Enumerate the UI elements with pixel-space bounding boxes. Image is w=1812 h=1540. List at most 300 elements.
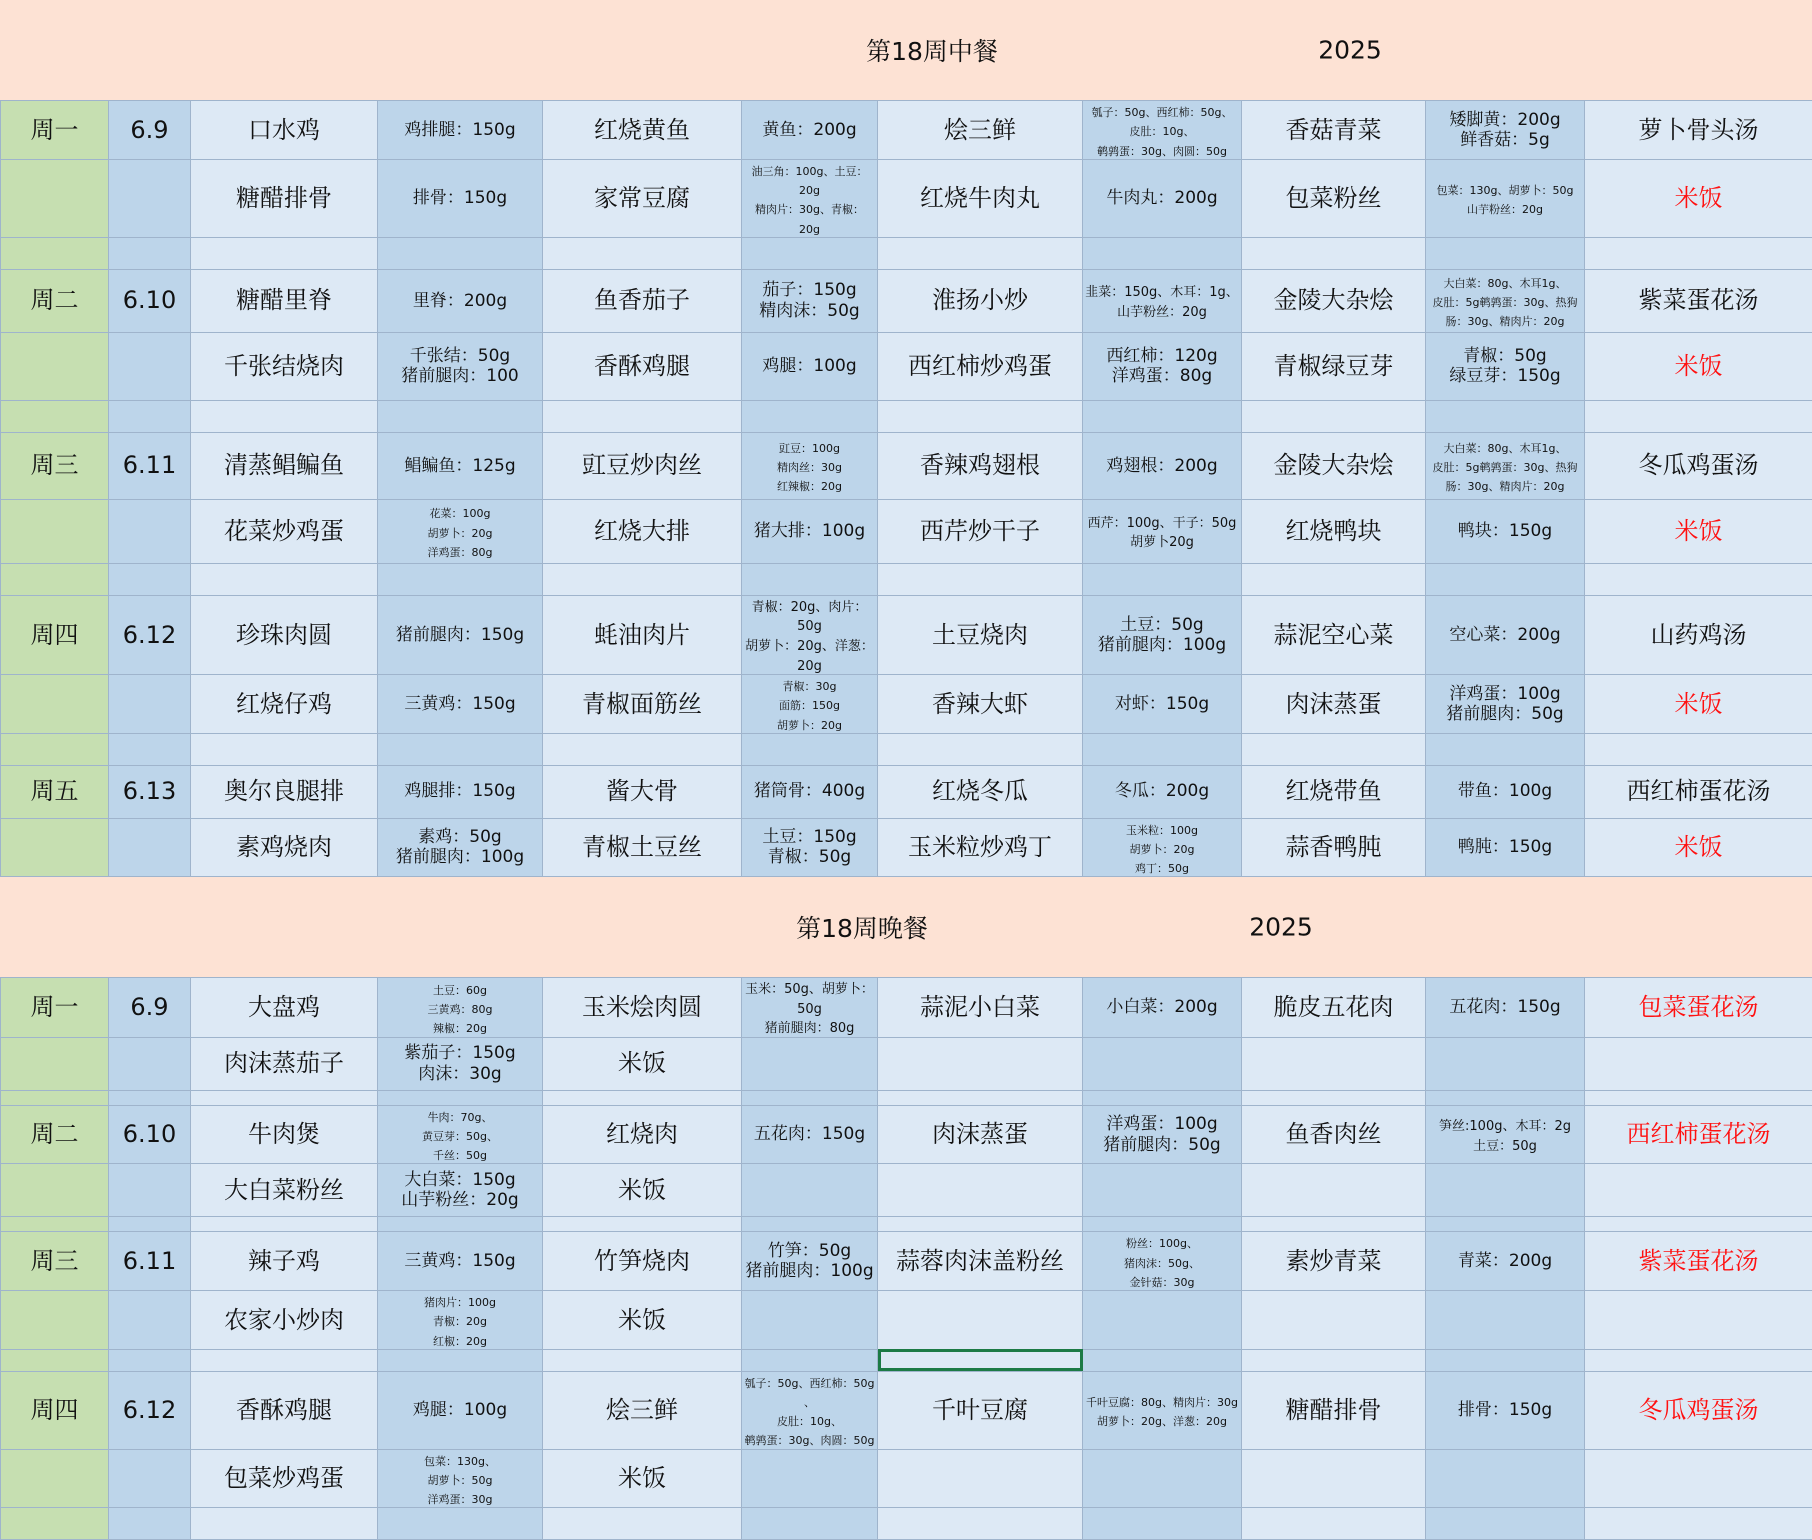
ingredient-cell[interactable] (1083, 675, 1242, 734)
dish-cell[interactable] (543, 1449, 742, 1508)
ingredient-cell[interactable] (378, 1232, 543, 1291)
ingredient-cell[interactable] (1426, 765, 1585, 818)
dish-cell[interactable] (191, 765, 378, 818)
ingredient-cell[interactable] (1083, 1164, 1242, 1217)
ingredient-cell[interactable] (742, 432, 878, 499)
dish-cell[interactable] (543, 765, 742, 818)
dish-cell[interactable] (1242, 1371, 1426, 1449)
dish-cell[interactable] (191, 1232, 378, 1291)
ingredient-cell[interactable] (1083, 269, 1242, 332)
empty-cell[interactable] (109, 563, 191, 595)
empty-cell[interactable] (109, 1164, 191, 1217)
ingredient-cell[interactable] (1083, 1290, 1242, 1349)
dish-cell[interactable] (543, 1371, 742, 1449)
ingredient-cell[interactable] (378, 269, 543, 332)
empty-cell[interactable] (1585, 733, 1812, 765)
empty-cell[interactable] (1, 332, 109, 400)
soup-or-rice-cell[interactable] (1585, 1164, 1812, 1217)
ingredient-cell[interactable] (378, 1164, 543, 1217)
empty-cell[interactable] (742, 1349, 878, 1371)
ingredient-cell[interactable] (1426, 499, 1585, 563)
empty-cell[interactable] (1585, 563, 1812, 595)
empty-cell[interactable] (1, 1290, 109, 1349)
soup-or-rice-text: 米饭 (1675, 690, 1723, 718)
soup-or-rice-cell[interactable] (1585, 978, 1812, 1038)
ingredient-cell[interactable] (742, 160, 878, 238)
dish-cell[interactable] (191, 1164, 378, 1217)
empty-cell[interactable] (1242, 1217, 1426, 1232)
dish-cell[interactable] (191, 675, 378, 734)
dish-cell[interactable] (191, 1371, 378, 1449)
empty-cell[interactable] (191, 1349, 378, 1371)
ingredient-cell[interactable] (1083, 101, 1242, 160)
soup-or-rice-cell[interactable] (1585, 818, 1812, 877)
ingredient-cell[interactable] (378, 160, 543, 238)
dish-cell[interactable] (543, 101, 742, 160)
dish-cell[interactable] (543, 978, 742, 1038)
ingredient-text: 西芹：100g、干子：50g 胡萝卜20g (1088, 516, 1237, 551)
empty-cell[interactable] (543, 1090, 742, 1105)
dish-cell[interactable] (1242, 1164, 1426, 1217)
dish-cell[interactable] (1242, 765, 1426, 818)
empty-cell[interactable] (878, 733, 1083, 765)
ingredient-cell[interactable] (378, 765, 543, 818)
ingredient-cell[interactable] (378, 1037, 543, 1090)
empty-cell[interactable] (1426, 400, 1585, 432)
ingredient-cell[interactable] (742, 1164, 878, 1217)
soup-or-rice-cell[interactable] (1585, 432, 1812, 499)
empty-cell[interactable] (1585, 1508, 1812, 1540)
day-cell[interactable] (1, 1232, 109, 1291)
empty-cell[interactable] (1242, 1090, 1426, 1105)
ingredient-cell[interactable] (1083, 595, 1242, 674)
empty-cell[interactable] (1426, 1508, 1585, 1540)
dish-cell[interactable] (878, 1105, 1083, 1164)
ingredient-cell[interactable] (1083, 1105, 1242, 1164)
empty-cell[interactable] (109, 818, 191, 877)
dish-cell[interactable] (543, 1037, 742, 1090)
empty-cell[interactable] (191, 563, 378, 595)
ingredient-text: 牛肉：70g、 黄豆芽：50g、 千丝：50g (422, 1111, 498, 1162)
dish-cell[interactable] (1242, 1449, 1426, 1508)
ingredient-cell[interactable] (378, 595, 543, 674)
ingredient-cell[interactable] (1426, 269, 1585, 332)
empty-cell[interactable] (109, 675, 191, 734)
ingredient-cell[interactable] (742, 1105, 878, 1164)
empty-cell[interactable] (1083, 733, 1242, 765)
empty-cell[interactable] (1585, 1217, 1812, 1232)
dish-text: 千叶豆腐 (932, 1396, 1028, 1424)
day-cell[interactable] (1, 269, 109, 332)
dish-cell[interactable] (1242, 818, 1426, 877)
empty-cell[interactable] (1083, 1508, 1242, 1540)
ingredient-cell[interactable] (1426, 160, 1585, 238)
ingredient-cell[interactable] (742, 1449, 878, 1508)
dish-cell[interactable] (543, 332, 742, 400)
soup-or-rice-cell[interactable] (1585, 595, 1812, 674)
empty-cell[interactable] (1083, 400, 1242, 432)
empty-cell[interactable] (1, 818, 109, 877)
ingredient-cell[interactable] (1426, 1164, 1585, 1217)
ingredient-cell[interactable] (742, 1371, 878, 1449)
empty-cell[interactable] (878, 1090, 1083, 1105)
ingredient-cell[interactable] (378, 1449, 543, 1508)
empty-cell[interactable] (1, 1164, 109, 1217)
dish-cell[interactable] (878, 269, 1083, 332)
empty-cell[interactable] (378, 1349, 543, 1371)
selected-cell[interactable] (878, 1349, 1083, 1371)
empty-cell[interactable] (1242, 237, 1426, 269)
empty-cell[interactable] (742, 400, 878, 432)
day-cell[interactable] (1, 432, 109, 499)
soup-or-rice-cell[interactable] (1585, 1105, 1812, 1164)
ingredient-cell[interactable] (1426, 1449, 1585, 1508)
dish-cell[interactable] (1242, 1037, 1426, 1090)
dish-cell[interactable] (878, 1037, 1083, 1090)
empty-cell[interactable] (109, 499, 191, 563)
dish-cell[interactable] (878, 1290, 1083, 1349)
day-cell[interactable] (1, 1105, 109, 1164)
dish-cell[interactable] (878, 1449, 1083, 1508)
ingredient-cell[interactable] (378, 101, 543, 160)
dinner-title-band[interactable] (0, 877, 1812, 978)
empty-cell[interactable] (1242, 400, 1426, 432)
empty-cell[interactable] (742, 1217, 878, 1232)
empty-cell[interactable] (543, 563, 742, 595)
soup-or-rice-cell[interactable] (1585, 1232, 1812, 1291)
empty-cell[interactable] (378, 1217, 543, 1232)
dish-cell[interactable] (543, 1105, 742, 1164)
dish-cell[interactable] (543, 499, 742, 563)
dish-cell[interactable] (543, 1164, 742, 1217)
ingredient-cell[interactable] (742, 765, 878, 818)
ingredient-cell[interactable] (1426, 1037, 1585, 1090)
ingredient-text: 排骨：150g (413, 188, 507, 208)
day-cell[interactable] (1, 765, 109, 818)
empty-cell[interactable] (1426, 237, 1585, 269)
ingredient-cell[interactable] (1426, 332, 1585, 400)
ingredient-cell[interactable] (742, 1037, 878, 1090)
empty-cell[interactable] (878, 1508, 1083, 1540)
ingredient-cell[interactable] (1083, 978, 1242, 1038)
empty-cell[interactable] (191, 1217, 378, 1232)
soup-or-rice-text: 西红柿蛋花汤 (1627, 1120, 1771, 1148)
empty-cell[interactable] (1585, 237, 1812, 269)
dish-cell[interactable] (191, 818, 378, 877)
date-cell[interactable] (109, 432, 191, 499)
empty-cell[interactable] (1, 675, 109, 734)
dish-cell[interactable] (878, 1232, 1083, 1291)
day-cell[interactable] (1, 101, 109, 160)
dish-cell[interactable] (878, 499, 1083, 563)
empty-cell[interactable] (878, 1217, 1083, 1232)
dish-cell[interactable] (1242, 595, 1426, 674)
ingredient-cell[interactable] (1426, 1290, 1585, 1349)
dish-cell[interactable] (191, 101, 378, 160)
dish-cell[interactable] (878, 1371, 1083, 1449)
dish-cell[interactable] (1242, 160, 1426, 238)
empty-cell[interactable] (878, 400, 1083, 432)
date-cell[interactable] (109, 595, 191, 674)
dish-cell[interactable] (191, 499, 378, 563)
ingredient-cell[interactable] (742, 499, 878, 563)
ingredient-cell[interactable] (1426, 818, 1585, 877)
dish-cell[interactable] (191, 1449, 378, 1508)
ingredient-cell[interactable] (378, 332, 543, 400)
empty-cell[interactable] (1242, 1349, 1426, 1371)
dish-cell[interactable] (191, 1037, 378, 1090)
empty-cell[interactable] (1, 1449, 109, 1508)
ingredient-cell[interactable] (378, 978, 543, 1038)
ingredient-cell[interactable] (1426, 432, 1585, 499)
ingredient-cell[interactable] (1083, 765, 1242, 818)
ingredient-cell[interactable] (1083, 332, 1242, 400)
empty-cell[interactable] (1426, 733, 1585, 765)
ingredient-cell[interactable] (742, 269, 878, 332)
date-cell[interactable] (109, 101, 191, 160)
dish-cell[interactable] (1242, 101, 1426, 160)
dish-cell[interactable] (191, 432, 378, 499)
dish-cell[interactable] (878, 432, 1083, 499)
menu-row (1, 101, 1812, 160)
dish-cell[interactable] (191, 1290, 378, 1349)
date-cell[interactable] (109, 978, 191, 1038)
soup-or-rice-cell[interactable] (1585, 1449, 1812, 1508)
ingredient-cell[interactable] (1083, 160, 1242, 238)
dish-cell[interactable] (191, 1105, 378, 1164)
empty-cell[interactable] (1585, 1349, 1812, 1371)
ingredient-cell[interactable] (1426, 101, 1585, 160)
ingredient-cell[interactable] (1426, 1105, 1585, 1164)
empty-cell[interactable] (1083, 237, 1242, 269)
lunch-title-band[interactable] (0, 0, 1812, 101)
empty-cell[interactable] (109, 1508, 191, 1540)
ingredient-text: 大白菜：80g、木耳1g、 皮肚：5g鹌鹑蛋：30g、热狗 肠：30g、精肉片：20g (1433, 442, 1578, 493)
empty-cell[interactable] (378, 733, 543, 765)
empty-cell[interactable] (1426, 563, 1585, 595)
day-cell[interactable] (1, 595, 109, 674)
empty-cell[interactable] (1083, 1349, 1242, 1371)
dish-cell[interactable] (543, 1232, 742, 1291)
ingredient-cell[interactable] (378, 499, 543, 563)
dish-cell[interactable] (1242, 269, 1426, 332)
ingredient-text: 玉米：50g、胡萝卜：50g 猪前腿肉：80g (745, 982, 874, 1036)
dish-cell[interactable] (1242, 978, 1426, 1038)
empty-cell[interactable] (1, 400, 109, 432)
dish-cell[interactable] (1242, 1232, 1426, 1291)
empty-cell[interactable] (878, 237, 1083, 269)
dish-cell[interactable] (191, 978, 378, 1038)
empty-cell[interactable] (1083, 563, 1242, 595)
dish-cell[interactable] (878, 101, 1083, 160)
ingredient-cell[interactable] (1083, 432, 1242, 499)
empty-cell[interactable] (109, 332, 191, 400)
empty-cell[interactable] (109, 1217, 191, 1232)
dish-cell[interactable] (878, 332, 1083, 400)
dish-cell[interactable] (543, 432, 742, 499)
empty-cell[interactable] (1242, 563, 1426, 595)
dish-cell[interactable] (543, 160, 742, 238)
dish-cell[interactable] (191, 595, 378, 674)
date-cell[interactable] (109, 269, 191, 332)
empty-cell[interactable] (1, 1508, 109, 1540)
empty-cell[interactable] (109, 1037, 191, 1090)
dish-cell[interactable] (1242, 499, 1426, 563)
date-cell[interactable] (109, 1371, 191, 1449)
empty-cell[interactable] (1426, 1217, 1585, 1232)
ingredient-cell[interactable] (378, 1290, 543, 1349)
empty-cell[interactable] (543, 1349, 742, 1371)
day-cell[interactable] (1, 1371, 109, 1449)
dish-cell[interactable] (543, 269, 742, 332)
ingredient-cell[interactable] (742, 595, 878, 674)
date-cell[interactable] (109, 765, 191, 818)
empty-cell[interactable] (191, 733, 378, 765)
dish-cell[interactable] (878, 818, 1083, 877)
empty-cell[interactable] (1585, 400, 1812, 432)
empty-cell[interactable] (1585, 1090, 1812, 1105)
empty-cell[interactable] (742, 1508, 878, 1540)
empty-cell[interactable] (1426, 1090, 1585, 1105)
dish-cell[interactable] (543, 818, 742, 877)
ingredient-cell[interactable] (1426, 1371, 1585, 1449)
soup-or-rice-cell[interactable] (1585, 160, 1812, 238)
ingredient-cell[interactable] (1426, 595, 1585, 674)
empty-cell[interactable] (109, 400, 191, 432)
empty-cell[interactable] (1, 237, 109, 269)
dish-cell[interactable] (543, 595, 742, 674)
ingredient-cell[interactable] (1083, 1037, 1242, 1090)
ingredient-cell[interactable] (378, 1105, 543, 1164)
dish-cell[interactable] (878, 765, 1083, 818)
ingredient-cell[interactable] (742, 675, 878, 734)
ingredient-cell[interactable] (1083, 818, 1242, 877)
dish-text: 蒜泥空心菜 (1274, 621, 1394, 649)
empty-cell[interactable] (378, 1090, 543, 1105)
ingredient-cell[interactable] (1083, 1449, 1242, 1508)
soup-or-rice-text: 紫菜蛋花汤 (1639, 1247, 1759, 1275)
soup-or-rice-cell[interactable] (1585, 1290, 1812, 1349)
empty-cell[interactable] (109, 160, 191, 238)
ingredient-cell[interactable] (742, 1290, 878, 1349)
dish-cell[interactable] (191, 332, 378, 400)
date-text: 6.12 (123, 1396, 176, 1424)
ingredient-cell[interactable] (742, 1232, 878, 1291)
empty-cell[interactable] (109, 1449, 191, 1508)
empty-cell[interactable] (543, 733, 742, 765)
empty-cell[interactable] (1083, 1090, 1242, 1105)
dish-cell[interactable] (543, 1290, 742, 1349)
soup-or-rice-cell[interactable] (1585, 101, 1812, 160)
date-cell[interactable] (109, 1232, 191, 1291)
empty-cell[interactable] (1083, 1217, 1242, 1232)
empty-cell[interactable] (1, 733, 109, 765)
empty-cell[interactable] (1, 563, 109, 595)
dish-cell[interactable] (1242, 1290, 1426, 1349)
ingredient-cell[interactable] (378, 1371, 543, 1449)
dish-cell[interactable] (878, 595, 1083, 674)
ingredient-cell[interactable] (742, 332, 878, 400)
empty-cell[interactable] (543, 1217, 742, 1232)
dish-cell[interactable] (878, 160, 1083, 238)
ingredient-cell[interactable] (1083, 1232, 1242, 1291)
empty-cell[interactable] (378, 1508, 543, 1540)
empty-cell[interactable] (1, 1090, 109, 1105)
ingredient-cell[interactable] (1083, 1371, 1242, 1449)
empty-cell[interactable] (109, 1349, 191, 1371)
soup-or-rice-cell[interactable] (1585, 499, 1812, 563)
date-cell[interactable] (109, 1105, 191, 1164)
ingredient-cell[interactable] (742, 101, 878, 160)
empty-cell[interactable] (742, 1090, 878, 1105)
empty-cell[interactable] (109, 237, 191, 269)
soup-or-rice-cell[interactable] (1585, 269, 1812, 332)
empty-cell[interactable] (1426, 1349, 1585, 1371)
soup-or-rice-cell[interactable] (1585, 765, 1812, 818)
dish-cell[interactable] (1242, 675, 1426, 734)
dish-cell[interactable] (191, 160, 378, 238)
ingredient-cell[interactable] (378, 818, 543, 877)
empty-cell[interactable] (742, 237, 878, 269)
dish-cell[interactable] (191, 269, 378, 332)
empty-cell[interactable] (378, 400, 543, 432)
empty-cell[interactable] (191, 1508, 378, 1540)
ingredient-cell[interactable] (1426, 1232, 1585, 1291)
soup-or-rice-cell[interactable] (1585, 1371, 1812, 1449)
empty-cell[interactable] (543, 400, 742, 432)
ingredient-cell[interactable] (1083, 499, 1242, 563)
empty-cell[interactable] (1, 1037, 109, 1090)
dish-cell[interactable] (1242, 432, 1426, 499)
empty-cell[interactable] (1, 1349, 109, 1371)
ingredient-cell[interactable] (742, 978, 878, 1038)
empty-cell[interactable] (109, 733, 191, 765)
empty-cell[interactable] (1242, 1508, 1426, 1540)
ingredient-cell[interactable] (742, 818, 878, 877)
empty-cell[interactable] (543, 237, 742, 269)
empty-cell[interactable] (109, 1090, 191, 1105)
empty-cell[interactable] (378, 563, 543, 595)
empty-cell[interactable] (191, 400, 378, 432)
ingredient-cell[interactable] (1426, 978, 1585, 1038)
dish-cell[interactable] (878, 1164, 1083, 1217)
empty-cell[interactable] (109, 1290, 191, 1349)
empty-cell[interactable] (191, 1090, 378, 1105)
empty-cell[interactable] (1242, 733, 1426, 765)
soup-or-rice-cell[interactable] (1585, 1037, 1812, 1090)
ingredient-cell[interactable] (378, 675, 543, 734)
empty-cell[interactable] (1, 160, 109, 238)
dish-cell[interactable] (878, 978, 1083, 1038)
dish-cell[interactable] (1242, 1105, 1426, 1164)
soup-or-rice-cell[interactable] (1585, 332, 1812, 400)
empty-cell[interactable] (191, 237, 378, 269)
soup-or-rice-cell[interactable] (1585, 675, 1812, 734)
empty-cell[interactable] (378, 237, 543, 269)
empty-cell[interactable] (742, 733, 878, 765)
ingredient-cell[interactable] (378, 432, 543, 499)
dish-cell[interactable] (1242, 332, 1426, 400)
ingredient-cell[interactable] (1426, 675, 1585, 734)
day-cell[interactable] (1, 978, 109, 1038)
empty-cell[interactable] (543, 1508, 742, 1540)
dish-cell[interactable] (878, 675, 1083, 734)
dish-cell[interactable] (543, 675, 742, 734)
empty-cell[interactable] (1, 1217, 109, 1232)
empty-cell[interactable] (1, 499, 109, 563)
empty-cell[interactable] (878, 563, 1083, 595)
empty-cell[interactable] (742, 563, 878, 595)
